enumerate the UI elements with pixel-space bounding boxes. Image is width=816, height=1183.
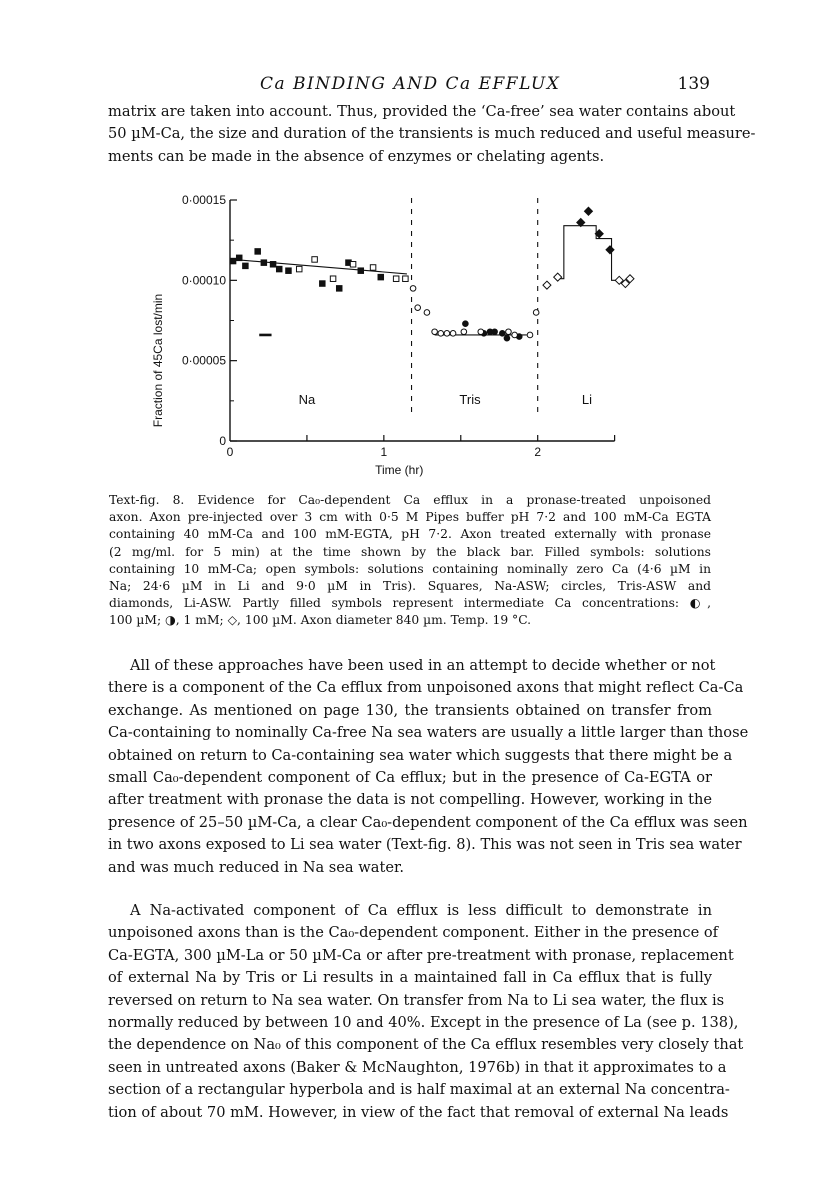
na-filled-square — [230, 258, 236, 264]
paragraph-2 — [108, 655, 749, 879]
figure-caption — [109, 492, 711, 630]
na-fit-line — [233, 259, 407, 273]
tris-open-circle — [533, 310, 539, 316]
text-line: of external Na by Tris or Li results in a maintained fall in Ca efflux that is fully — [108, 969, 712, 987]
tris-open-circle — [410, 286, 416, 292]
li-filled-diamond — [584, 207, 592, 215]
text-line: All of these approaches have been used in an attempt to decide whether or not — [130, 657, 716, 674]
na-open-square — [330, 276, 336, 282]
caption-line: axon. Axon pre-injected over 3 cm with 0·5 M Pipes buffer pH 7·2 and 100 mM-Ca EGTA — [109, 510, 711, 525]
tris-open-circle — [415, 305, 421, 311]
na-filled-square — [378, 274, 384, 280]
text-line: and was much reduced in Na sea water. — [108, 858, 404, 876]
text-line: there is a component of the Ca efflux from unpoisoned axons that might reflect Ca-Ca — [108, 679, 744, 697]
na-filled-square — [286, 268, 292, 274]
tris-open-circle — [450, 331, 456, 337]
na-filled-square — [236, 255, 242, 261]
caption-line: Text-fig. 8. Evidence for Ca₀-dependent Ca efflux in a pronase-treated unpoisoned — [109, 493, 711, 507]
x-tick-label: 0 — [226, 445, 234, 459]
caption-line: diamonds, Li-ASW. Partly filled symbols represent intermediate Ca concentrations: ◐, — [109, 596, 711, 611]
text-line: 50 µM-Ca, the size and duration of the transients is much reduced and useful measure- — [108, 125, 756, 143]
y-axis-label: Fraction of 45Ca lost/min — [151, 293, 165, 428]
text-line: A Na-activated component of Ca efflux is less difficult to demonstrate in — [130, 902, 712, 919]
li-filled-diamond — [606, 246, 614, 254]
na-open-square — [393, 276, 399, 282]
text-line: Ca-EGTA, 300 µM-La or 50 µM-Ca or after pre-treatment with pronase, replacement — [108, 946, 734, 964]
na-open-square — [350, 262, 356, 268]
region-label: Tris — [459, 392, 481, 408]
text-line: the dependence on Na₀ of this component of the Ca efflux resembles very closely that — [108, 1036, 744, 1054]
li-open-diamond — [554, 273, 562, 281]
na-filled-square — [261, 260, 267, 266]
text-line: matrix are taken into account. Thus, provided the ‘Ca-free’ sea water contains about — [108, 103, 736, 120]
na-open-square — [296, 266, 302, 272]
y-tick-label: 0·00005 — [181, 353, 226, 368]
text-line: after treatment with pronase the data is not compelling. However, working in the — [108, 791, 712, 809]
text-line: Ca-containing to nominally Ca-free Na sea waters are usually a little larger than those — [108, 724, 749, 742]
text-line: small Ca₀-dependent component of Ca efflux; but in the presence of Ca-EGTA or — [108, 769, 712, 787]
tris-filled-circle — [500, 331, 506, 337]
text-line: in two axons exposed to Li sea water (Text-fig. 8). This was not seen in Tris sea water — [108, 836, 742, 854]
region-label: Na — [298, 392, 316, 408]
tris-open-circle — [438, 331, 444, 337]
caption-line: containing 10 mM-Ca; open symbols: solutions containing nominally zero Ca (4·6 µM in — [109, 561, 711, 576]
tris-open-circle — [432, 329, 438, 335]
na-filled-square — [336, 286, 342, 292]
tris-filled-circle — [492, 329, 498, 335]
text-line: section of a rectangular hyperbola and is half maximal at an external Na concentra- — [108, 1081, 730, 1099]
text-line: reversed on return to Na sea water. On transfer from Na to Li sea water, the flux is — [108, 991, 725, 1009]
tris-open-circle — [444, 331, 450, 337]
text-line: seen in untreated axons (Baker & McNaughton, 1976b) in that it approximates to a — [108, 1058, 727, 1076]
y-tick-label: 0 — [219, 434, 226, 448]
na-filled-square — [270, 262, 276, 268]
text-line: exchange. As mentioned on page 130, the transients obtained on transfer from — [108, 701, 712, 719]
intro-paragraph — [108, 101, 756, 168]
x-tick-label: 2 — [534, 445, 542, 459]
running-head: Ca BINDING AND Ca EFFLUX — [260, 74, 561, 94]
tris-open-circle — [424, 310, 430, 316]
tris-filled-circle — [504, 335, 510, 341]
tris-open-circle — [527, 332, 533, 338]
na-filled-square — [243, 263, 249, 269]
y-tick-label: 0·00010 — [181, 273, 226, 288]
na-open-square — [403, 276, 409, 282]
na-filled-square — [320, 281, 326, 287]
tris-filled-circle — [463, 321, 469, 327]
text-line: obtained on return to Ca-containing sea water which suggests that there might be a — [108, 746, 733, 764]
tris-open-circle — [506, 329, 512, 335]
text-line: normally reduced by between 10 and 40%. Except in the presence of La (see p. 138), — [108, 1014, 739, 1032]
x-axis-label: Time (hr) — [375, 463, 424, 477]
tris-open-circle — [512, 332, 518, 338]
caption-line: (2 mg/ml. for 5 min) at the time shown by the black bar. Filled symbols: solutions — [109, 544, 711, 559]
caption-line: 100 µM; ◑, 1 mM; ◇, 100 µM. Axon diameter 840 µm. Temp. 19 °C. — [109, 613, 532, 628]
paragraph-3 — [108, 900, 744, 1124]
na-filled-square — [276, 266, 282, 272]
na-filled-square — [255, 249, 261, 255]
text-line: presence of 25–50 µM-Ca, a clear Ca₀-dependent component of the Ca efflux was seen — [108, 813, 748, 831]
caption-line: containing 40 mM-Ca and 100 mM-EGTA, pH 7·2. Axon treated externally with pronase — [109, 527, 711, 542]
tris-open-circle — [478, 329, 484, 335]
chart-svg — [140, 188, 660, 488]
caption-line: Na; 24·6 µM in Li and 9·0 µM in Tris). Squares, Na-ASW; circles, Tris-ASW and — [109, 579, 711, 594]
text-line: tion of about 70 mM. However, in view of the fact that removal of external Na leads — [108, 1103, 729, 1121]
li-open-diamond — [543, 281, 551, 289]
region-label: Li — [581, 392, 592, 408]
text-line: unpoisoned axons than is the Ca₀-dependent component. Either in the presence of — [108, 924, 719, 942]
text-line: ments can be made in the absence of enzymes or chelating agents. — [108, 147, 605, 165]
na-open-square — [312, 257, 318, 263]
na-filled-square — [358, 268, 364, 274]
page-header — [150, 74, 710, 98]
y-tick-label: 0·00015 — [181, 193, 226, 207]
na-open-square — [370, 265, 376, 271]
tris-open-circle — [461, 329, 467, 335]
x-tick-label: 1 — [380, 445, 388, 459]
page-number: 139 — [677, 74, 710, 94]
figure-text-fig-8 — [140, 188, 660, 488]
